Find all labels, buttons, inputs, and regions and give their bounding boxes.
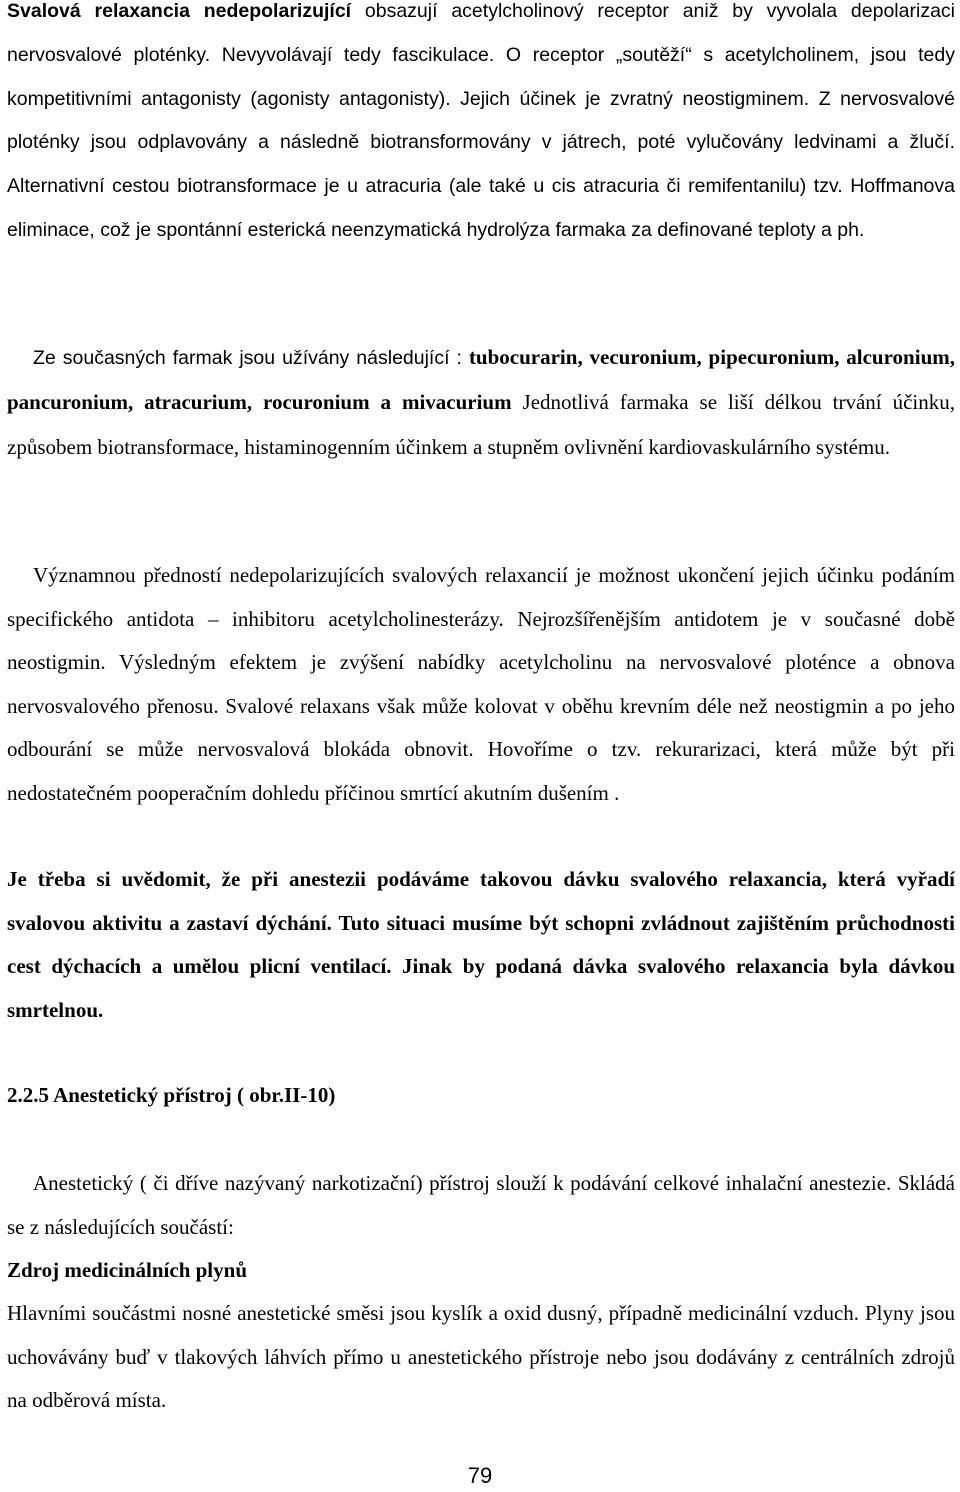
paragraph-lead-bold: Svalová relaxancia nedepolarizující	[7, 0, 352, 22]
warning-text: Je třeba si uvědomit, že při anestezii podáváme takovou dávku svalového relaxancia, která vyřadí svalovou aktivitu a zastaví dýchání. Tuto situaci musíme být schopni zvládnout zajištěním průchodnosti cest dýchacích a umělou plicní ventilací. Jinak by podaná dávka svalového relaxancia byla dávkou smrtelnou.	[7, 867, 955, 1022]
section-heading: 2.2.5 Anestetický přístroj ( obr.II-10)	[7, 1083, 336, 1107]
subsection-heading: Zdroj medicinálních plynů	[7, 1258, 248, 1282]
paragraph-anesthetic-device	[7, 1162, 955, 1249]
paragraph-rest: Jednotlivá farmaka se liší délkou trvání účinku, způsobem biotransformace, histaminogenním účinkem a stupněm ovlivnění kardiovaskulárního systému.	[7, 389, 955, 459]
paragraph-device-text: Anestetický ( či dříve nazývaný narkotizační) přístroj slouží k podávání celkové inhalační anestezie. Skládá se z následujících součástí:	[7, 1171, 955, 1239]
page-number: 79	[467, 1463, 493, 1488]
paragraph-warning-bold	[7, 858, 955, 1032]
paragraph-body: obsazují acetylcholinový receptor aniž by vyvolala depolarizaci nervosvalové ploténky. Nevyvolávají tedy fascikulace. O receptor „soutěží“ s acetylcholinem, jsou tedy kompetitivními antagonisty (agonisty antagonisty). Jejich účinek je zvratný neostigminem. Z nervosvalové ploténky jsou odplavovány a následně biotransformovány v játrech, poté vylučovány ledvinami a žlučí. Alternativní cestou biotransformace je u atracuria (ale také u cis atracuria či remifentanilu) tzv. Hoffmanova eliminace, což je spontánní esterická neenzymatická hydrolýza farmaka za definované teploty a ph.	[7, 0, 955, 241]
paragraph-antidote	[7, 554, 955, 815]
paragraph-nondepolarizing-relaxants	[7, 0, 955, 253]
paragraph-gas-sources	[7, 1292, 955, 1423]
paragraph-drug-list	[7, 336, 955, 470]
drug-names-bold: tubocurarin, vecuronium, pipecuronium, alcuronium, pancuronium, atracurium, rocuronium a mivacurium	[7, 345, 955, 414]
paragraph-gas-text: Hlavními součástmi nosné anestetické směsi jsou kyslík a oxid dusný, případně medicinální vzduch. Plyny jsou uchovávány buď v tlakových láhvích přímo u anestetického přístroje nebo jsou dodávány z centrálních zdrojů na odběrová místa.	[7, 1301, 955, 1412]
paragraph-antidote-text: Významnou předností nedepolarizujících svalových relaxancií je možnost ukončení jejich účinku podáním specifického antidota – inhibitoru acetylcholinesterázy. Nejrozšířenějším antidotem je v současné době neostigmin. Výsledným efektem je zvýšení nabídky acetylcholinu na nervosvalové ploténce a obnova nervosvalového přenosu. Svalové relaxans však může kolovat v oběhu krevním déle než neostigmin a po jeho odbourání se může nervosvalová blokáda obnovit. Hovoříme o tzv. rekurarizaci, která může být při nedostatečném pooperačním dohledu příčinou smrtící akutním dušením .	[7, 563, 955, 805]
paragraph-intro: Ze současných farmak jsou užívány následující :	[33, 347, 469, 369]
